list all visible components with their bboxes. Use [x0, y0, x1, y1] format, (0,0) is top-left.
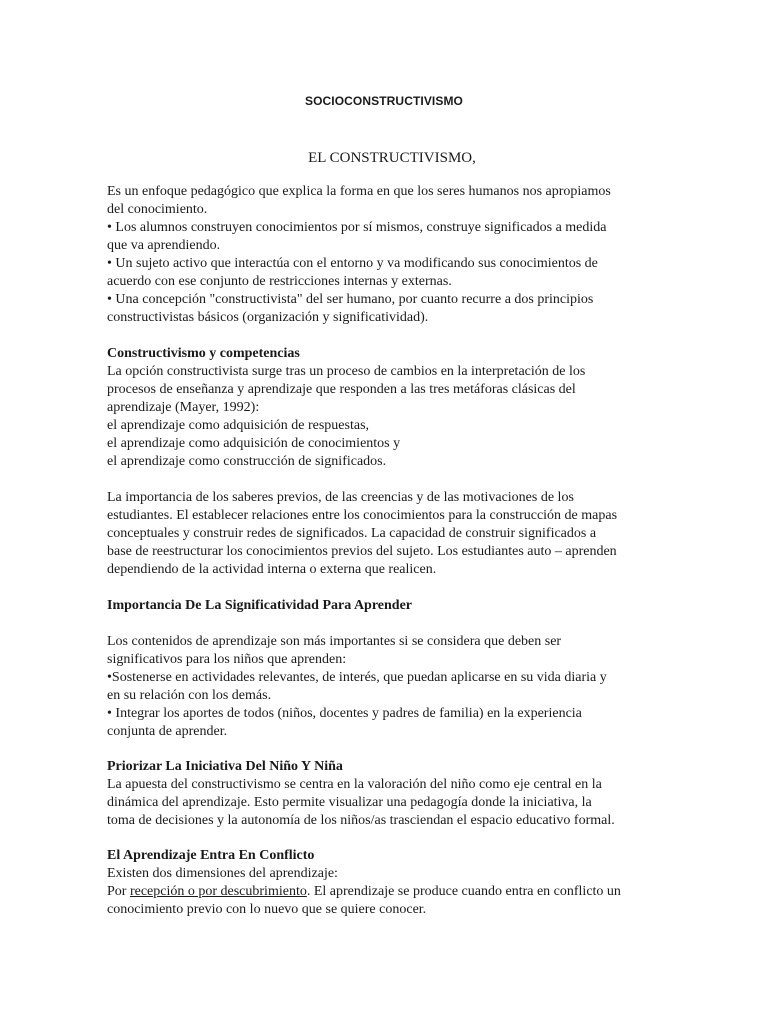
text-line: base de reestructurar los conocimientos previos del sujeto. Los estudiantes auto – aprenden — [107, 544, 617, 559]
document-body — [107, 183, 647, 919]
text-line: estudiantes. El establecer relaciones entre los conocimientos para la construcción de mapas — [107, 508, 618, 523]
text-line: conceptuales y construir redes de significados. La capacidad de construir significados a — [107, 526, 597, 541]
section-paragraph — [107, 633, 647, 741]
text-line: constructivistas básicos (organización y significatividad). — [107, 310, 429, 325]
text-line: significativos para los niños que aprenden: — [107, 652, 347, 667]
section-heading-conflicto: El Aprendizaje Entra En Conflicto — [107, 848, 315, 863]
text-line: acuerdo con ese conjunto de restricciones internas y externas. — [107, 274, 452, 289]
text-line: el aprendizaje como adquisición de conocimientos y — [107, 436, 401, 451]
section-heading-constructivismo-competencias: Constructivismo y competencias — [107, 346, 300, 361]
text-line: conocimiento previo con lo nuevo que se quiere conocer. — [107, 902, 427, 917]
section-paragraph — [107, 489, 647, 579]
section-heading-iniciativa: Priorizar La Iniciativa Del Niño Y Niña — [107, 759, 343, 774]
text-line: La importancia de los saberes previos, de las creencias y de las motivaciones de los — [107, 490, 574, 505]
section-heading-significatividad: Importancia De La Significatividad Para Aprender — [107, 598, 413, 613]
text-line: aprendizaje (Mayer, 1992): — [107, 400, 260, 415]
text-line: Los contenidos de aprendizaje son más importantes si se considera que deben ser — [107, 634, 562, 649]
text-line: en su relación con los demás. — [107, 688, 272, 703]
underlined-text: recepción o por descubrimiento — [129, 884, 307, 899]
text-span: Por — [107, 884, 130, 899]
text-line: • Integrar los aportes de todos (niños, docentes y padres de familia) en la experiencia — [107, 706, 582, 721]
text-line: dinámica del aprendizaje. Esto permite visualizar una pedagogía donde la iniciativa, la — [107, 795, 592, 810]
text-line: el aprendizaje como construcción de significados. — [107, 454, 387, 469]
text-line: La apuesta del constructivismo se centra en la valoración del niño como eje central en la — [107, 777, 602, 792]
intro-paragraph — [107, 183, 647, 327]
text-line: Existen dos dimensiones del aprendizaje: — [107, 866, 338, 881]
text-line: • Un sujeto activo que interactúa con el entorno y va modificando sus conocimientos de — [107, 256, 598, 271]
text-line: el aprendizaje como adquisición de respuestas, — [107, 418, 370, 433]
text-line: toma de decisiones y la autonomía de los niños/as trasciendan el espacio educativo formal. — [107, 813, 615, 828]
text-line: del conocimiento. — [107, 202, 208, 217]
text-line: •Sostenerse en actividades relevantes, de interés, que puedan aplicarse en su vida diaria y — [107, 670, 607, 685]
text-line: procesos de enseñanza y aprendizaje que responden a las tres metáforas clásicas del — [107, 382, 576, 397]
document-subtitle: EL CONSTRUCTIVISMO, — [308, 150, 476, 166]
section-paragraph — [107, 363, 647, 471]
text-line: Es un enfoque pedagógico que explica la forma en que los seres humanos nos apropiamos — [107, 184, 611, 199]
section-paragraph — [107, 865, 647, 919]
text-line: • Los alumnos construyen conocimientos por sí mismos, construye significados a medida — [107, 220, 607, 235]
document-title: SOCIOCONSTRUCTIVISMO — [304, 94, 463, 108]
text-line — [107, 883, 647, 901]
text-line: • Una concepción "constructivista" del ser humano, por cuanto recurre a dos principios — [107, 292, 594, 307]
section-paragraph — [107, 776, 647, 830]
text-span: . El aprendizaje se produce cuando entra en conflicto un — [306, 884, 621, 899]
text-line: dependiendo de la actividad interna o externa que realicen. — [107, 562, 437, 577]
text-line: que va aprendiendo. — [107, 238, 221, 253]
text-line: conjunta de aprender. — [107, 724, 228, 739]
text-line: La opción constructivista surge tras un proceso de cambios en la interpretación de los — [107, 364, 586, 379]
